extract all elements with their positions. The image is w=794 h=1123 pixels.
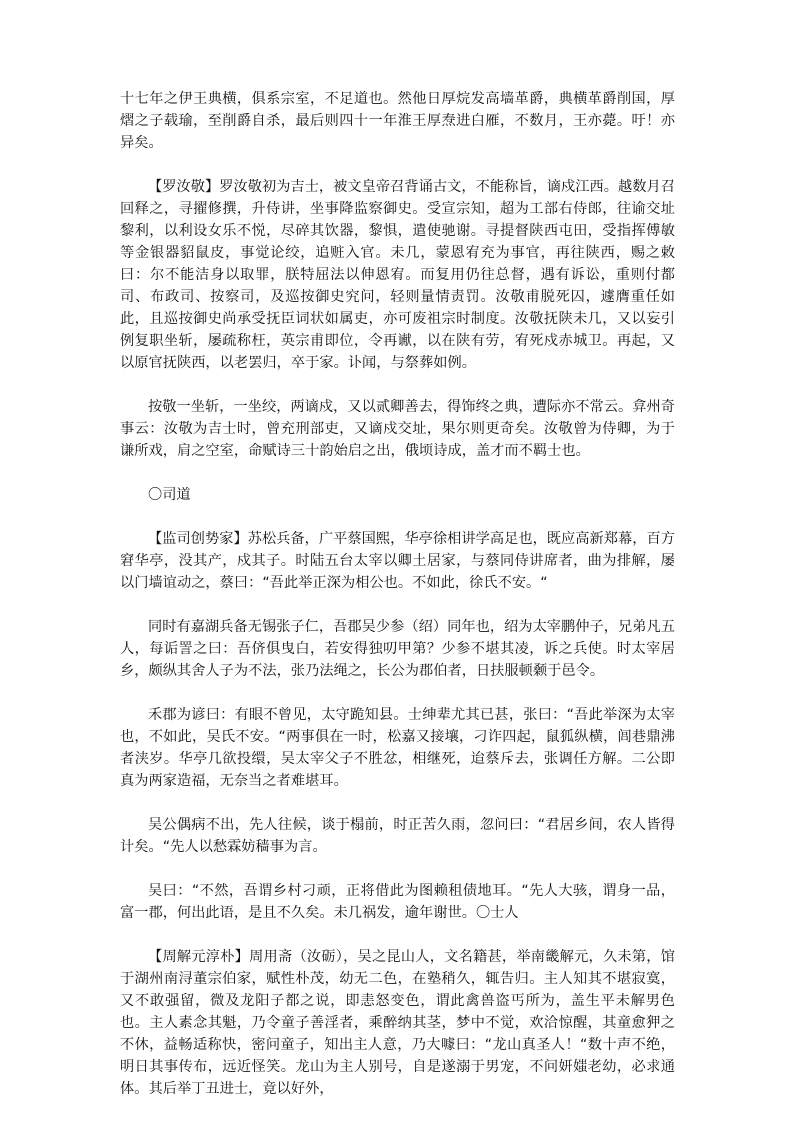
paragraph-zhang-ziren: 同时有嘉湖兵备无锡张子仁，吾郡吴少参（绍）同年也，绍为太宰鹏仲子，兄弟凡五人，每诟詈之曰：吾侪俱曳白，若安得独叨甲第？少参不堪其凌，诉之兵使。时太宰居乡，颇纵其舍人子为不法，张乃法绳之，长公为郡伯者，日扶服顿颡于邑令。 — [120, 619, 675, 679]
paragraph-opening: 十七年之伊王典横，俱系宗室，不足道也。然他日厚烷发高墙革爵，典横革爵削国，厚熠之子载瑜，至削爵自杀，最后则四十一年淮王厚焘进白雁，不数月，王亦薨。吁！亦异矣。 — [120, 91, 675, 151]
paragraph-luo-rujing: 【罗汝敬】罗汝敬初为吉士，被文皇帝召背诵古文，不能称旨，谪戍江西。越数月召回释之，寻擢修撰，升侍讲，坐事降监察御史。受宣宗知，超为工部右侍郎，往谕交址黎利，以利设女乐不悦，尽碎其饮器，黎惧，遣使驰谢。寻提督陕西屯田，受指挥傅敏等金银器貂鼠皮，事觉论绞，追赃入官。未几，蒙恩宥充为事官，再往陕西，赐之敕曰：尔不能洁身以取罪，朕特屈法以伸恩宥。而复用仍往总督，遇有诉讼，重则付都司、布政司、按察司，及巡按御史究问，轻则量情责罚。汝敬甫脱死囚，遽膺重任如此，且巡按御史尚承受抚臣词状如属吏，亦可废祖宗时制度。汝敬抚陕未几，又以妄引例复职坐斩，屡疏称枉，英宗甫即位，令再谳，以在陕有劳，宥死戍赤城卫。再起，又以原官抚陕西，以老罢归，卒于家。讣闻，与祭葬如例。 — [120, 179, 675, 371]
paragraph-zhou-jieyuan: 【周解元淳朴】周用斋（汝砺），吴之昆山人，文名籍甚，举南畿解元，久未第，馆于湖州南浔董宗伯家，赋性朴茂，幼无二色，在塾稍久，辄告归。主人知其不堪寂寞，又不敢强留，微及龙阳子都之说，即恚怒变色，谓此禽兽盗丐所为，盖生平未解男色也。主人素念其魁，乃令童子善淫者，乘醉纳其茎，梦中不觉，欢洽惊醒，其童愈狎之不休，益畅适称快，密问童子，知出主人意，乃大噱曰：“龙山真圣人！“数十声不绝，明日其事传布，远近怪笑。龙山为主人别号，自是遂溺于男宠，不问妍媸老幼，必求通体。其后举丁丑进士，竟以好外， — [120, 949, 675, 1097]
paragraph-commentary: 按敬一坐斩，一坐绞，两谪戍，又以贰卿善去，得饰终之典，遭际亦不常云。弇州奇事云：汝敬为吉士时，曾充刑部吏，又谪戍交址，果尔则更奇矣。汝敬曾为侍卿，为于谦所戏，肩之空室，命赋诗三十韵始启之出，俄顷诗成，盖才而不羁士也。 — [120, 399, 675, 459]
section-heading-sidao: 〇司道 — [148, 487, 191, 503]
paragraph-wu-gong: 吴公偶病不出，先人往候，谈于榻前，时正苦久雨，忽问曰：“君居乡间，农人皆得计矣。“先人以愁霖妨穑事为言。 — [120, 817, 675, 855]
paragraph-proverb: 禾郡为谚曰：有眼不曾见，太守跪知县。士绅辈尤其已甚，张曰：“吾此举深为太宰也，不如此，吴氏不安。“两事俱在一时，松嘉又接壤，刁诈四起，鼠狐纵横，闾巷鼎沸者浃岁。华亭几欲投缳，吴太宰父子不胜忿，相继死，迨蔡斥去，张调任方解。二公即真为两家造福，无奈当之者难堪耳。 — [120, 707, 675, 789]
document-page — [120, 88, 675, 1122]
paragraph-jiansi: 【监司创势家】苏松兵备，广平蔡国熙，华亭徐相讲学高足也，既应高新郑幕，百方窘华亭，没其产，戍其子。时陆五台太宰以卿土居家，与蔡同侍讲席者，曲为排解，屡以门墙谊动之，蔡曰：“吾此举正深为相公也。不如此，徐氏不安。“ — [120, 531, 675, 591]
paragraph-wu-said: 吴曰：“不然，吾谓乡村刁顽，正将借此为图赖租债地耳。“先人大骇，谓身一品，富一郡，何出此语，是且不久矣。未几祸发，逾年谢世。〇士人 — [120, 883, 675, 921]
